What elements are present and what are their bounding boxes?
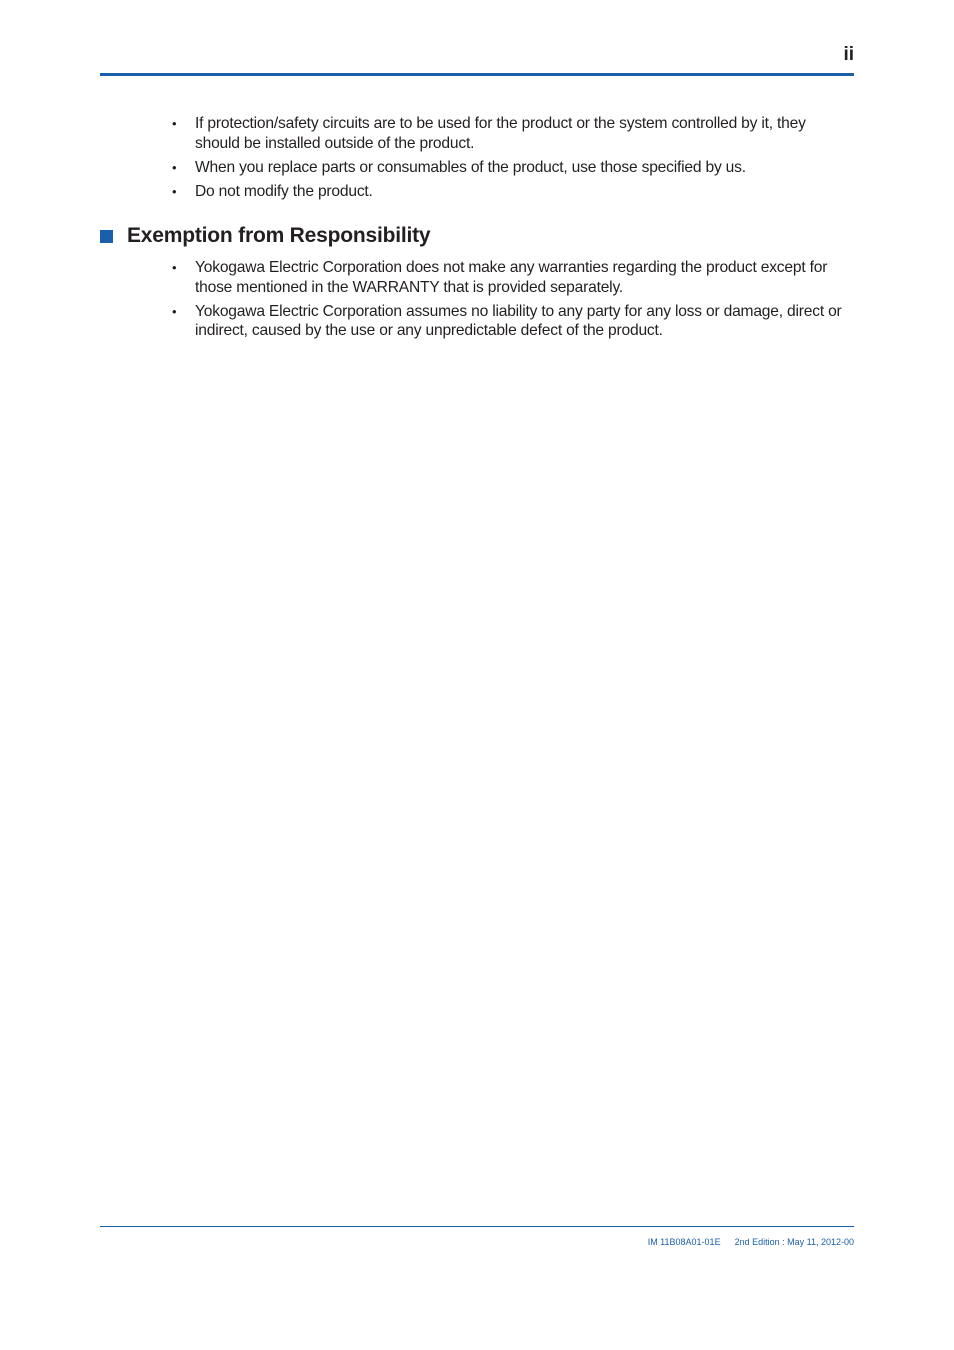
- list-item: [100, 158, 854, 178]
- list-item-text: If protection/safety circuits are to be used for the product or the system controlled by it, they should be installed outside of the product.: [195, 115, 806, 152]
- section-title: Exemption from Responsibility: [127, 224, 431, 247]
- section-bullet-list: [100, 258, 854, 345]
- list-item-text: Do not modify the product.: [195, 182, 373, 200]
- page-number: ii: [843, 44, 854, 65]
- bullet-icon: •: [172, 260, 177, 275]
- square-bullet-icon: [100, 230, 113, 243]
- bullet-icon: •: [172, 159, 177, 175]
- footer-rule: [100, 1226, 854, 1227]
- list-item-text: Yokogawa Electric Corporation assumes no liability to any party for any loss or damage, direct or indirect, caused by the use or any unpredictable defect of the product.: [195, 302, 842, 339]
- document-id: IM 11B08A01-01E: [647, 1237, 721, 1247]
- bullet-icon: •: [172, 183, 177, 199]
- section-heading: [100, 222, 430, 250]
- bullet-icon: •: [172, 116, 177, 131]
- intro-bullet-list: [100, 114, 854, 206]
- list-item: [100, 258, 854, 297]
- list-item-text: When you replace parts or consumables of the product, use those specified by us.: [195, 158, 746, 176]
- header-rule: [100, 73, 854, 76]
- footer: [648, 1237, 854, 1247]
- list-item: [100, 182, 854, 202]
- list-item: [100, 302, 854, 341]
- list-item: [100, 114, 854, 153]
- list-item-text: Yokogawa Electric Corporation does not make any warranties regarding the product except for those mentioned in the WARRANTY that is provided separately.: [195, 259, 828, 296]
- edition-info: 2nd Edition : May 11, 2012-00: [734, 1237, 854, 1247]
- bullet-icon: •: [172, 303, 177, 319]
